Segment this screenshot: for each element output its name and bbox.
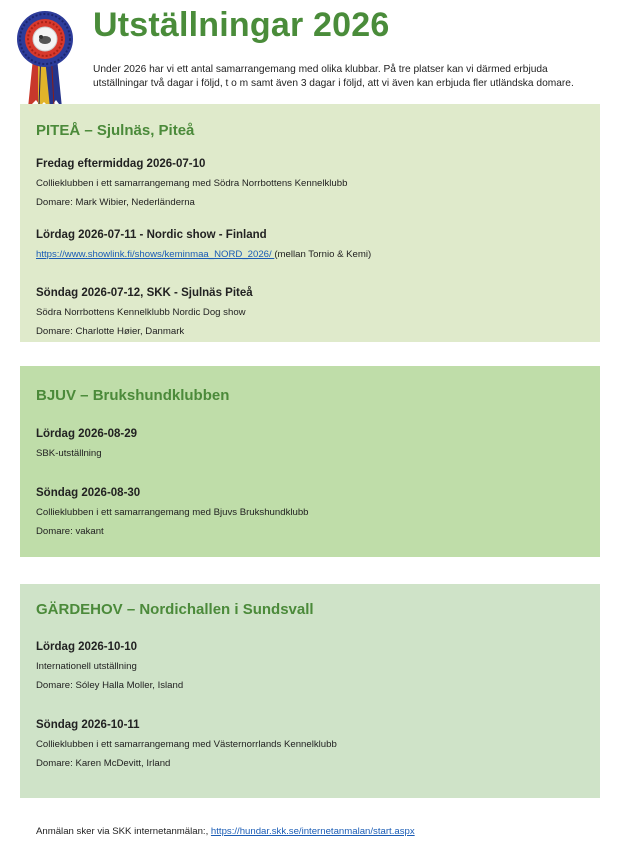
event-item [36, 486, 586, 544]
event-judge: Domare: Karen McDevitt, Irland [36, 758, 171, 769]
section-bjuv [20, 366, 600, 557]
event-description: Internationell utställning [36, 661, 137, 672]
event-item [36, 427, 586, 466]
rosette-ribbon-icon [14, 8, 76, 112]
event-item [36, 228, 586, 267]
event-description: Collieklubben i ett samarrangemang med Bjuvs Brukshundklubb [36, 507, 309, 518]
event-item [36, 286, 586, 344]
event-title: Fredag eftermiddag 2026-07-10 [36, 158, 206, 170]
event-link-note: (mellan Tornio & Kemi) [274, 249, 372, 260]
page-title: Utställningar 2026 [93, 6, 390, 44]
event-judge: Domare: Mark Wibier, Nederländerna [36, 197, 195, 208]
section-gardehov [20, 584, 600, 798]
footer-text: Anmälan sker via SKK internetanmälan:, [36, 826, 211, 837]
event-item [36, 157, 586, 215]
event-link-line [36, 248, 586, 261]
event-title: Lördag 2026-10-10 [36, 641, 137, 653]
event-description: Collieklubben i ett samarrangemang med Västernorrlands Kennelklubb [36, 739, 337, 750]
section-title: BJUV – Brukshundklubben [36, 387, 230, 404]
event-title: Söndag 2026-07-12, SKK - Sjulnäs Piteå [36, 287, 253, 299]
event-judge: Domare: Charlotte Høier, Danmark [36, 326, 185, 337]
registration-footer [36, 826, 415, 837]
event-title: Söndag 2026-08-30 [36, 487, 141, 499]
section-title: GÄRDEHOV – Nordichallen i Sundsvall [36, 601, 314, 618]
event-title: Söndag 2026-10-11 [36, 719, 140, 731]
event-description: Södra Norrbottens Kennelklubb Nordic Dog show [36, 307, 246, 318]
event-description: SBK-utställning [36, 448, 102, 459]
event-title: Lördag 2026-08-29 [36, 428, 137, 440]
event-title: Lördag 2026-07-11 - Nordic show - Finland [36, 229, 267, 241]
showlink-link[interactable]: https://www.showlink.fi/shows/keminmaa_NORD_2026/ [36, 249, 275, 260]
event-judge: Domare: Sóley Halla Moller, Island [36, 680, 184, 691]
event-description: Collieklubben i ett samarrangemang med Södra Norrbottens Kennelklubb [36, 178, 348, 189]
event-item [36, 718, 586, 776]
skk-registration-link[interactable]: https://hundar.skk.se/internetanmalan/start.aspx [210, 826, 415, 837]
intro-text: Under 2026 har vi ett antal samarrangemang med olika klubbar. På tre platser kan vi därmed erbjuda utställningar två dagar i följd, t o m samt även 3 dagar i följd, att vi även kan erbjuda fler utländska domare. [93, 64, 574, 89]
event-item [36, 640, 586, 698]
event-judge: Domare: vakant [36, 526, 104, 537]
section-pitea [20, 104, 600, 342]
section-title: PITEÅ – Sjulnäs, Piteå [36, 122, 195, 139]
